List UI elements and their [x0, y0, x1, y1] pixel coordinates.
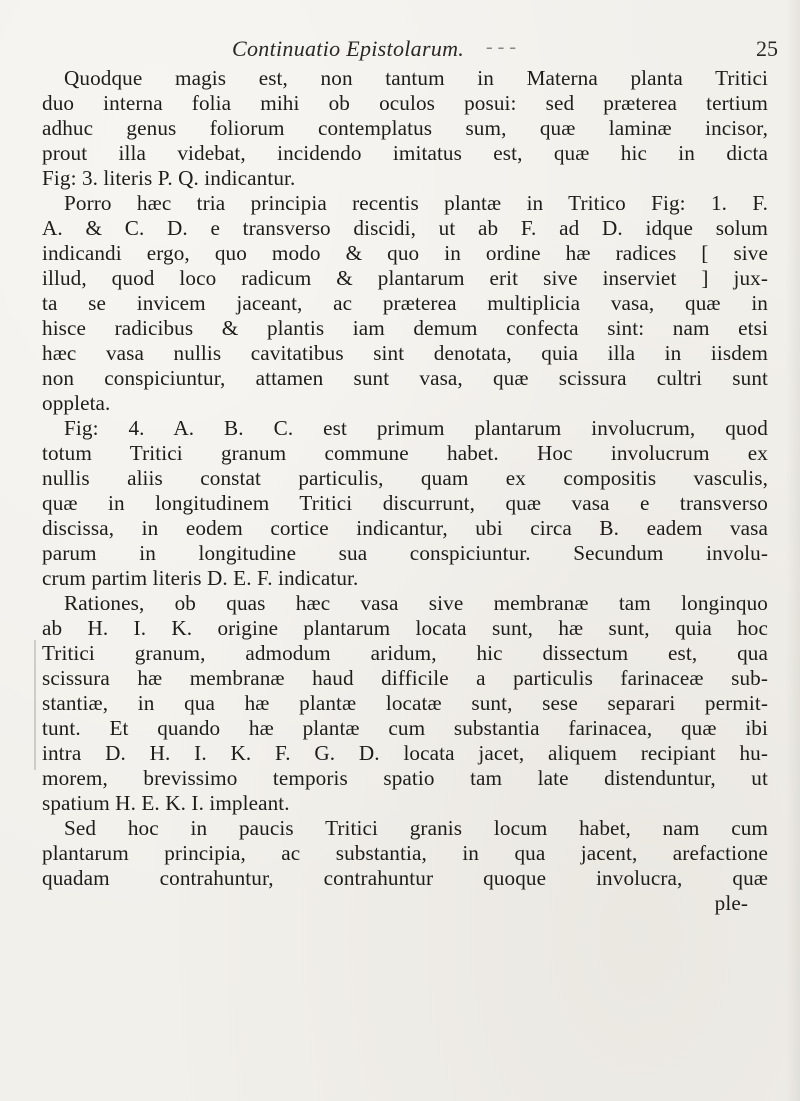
body-text	[42, 66, 768, 916]
page-edge-shadow	[786, 0, 800, 1101]
text-line: Fig: 3. literis P. Q. indicantur.	[42, 166, 296, 190]
text-line: Tritici granum, admodum aridum, hic dissectum est, qua	[42, 641, 768, 665]
text-line: parum in longitudine sua conspiciuntur. Secundum involu-	[42, 541, 768, 565]
text-line: quadam contrahuntur, contrahuntur quoque involucra, quӕ	[42, 866, 768, 890]
text-line: morem, brevissimo temporis spatio tam late distenduntur, ut	[42, 766, 768, 790]
text-line: quӕ in longitudinem Tritici discurrunt, quӕ vasa e transverso	[42, 491, 768, 515]
text-line: totum Tritici granum commune habet. Hoc involucrum ex	[42, 441, 768, 465]
text-line: oppleta.	[42, 391, 111, 415]
text-line: Sed hoc in paucis Tritici granis locum habet, nam cum	[64, 816, 768, 840]
text-line: Fig: 4. A. B. C. est primum plantarum involucrum, quod	[64, 416, 768, 440]
text-line: ple-	[714, 891, 748, 915]
text-line: adhuc genus foliorum contemplatus sum, quӕ laminӕ incisor,	[42, 116, 768, 140]
text-line: hisce radicibus & plantis iam demum confecta sint: nam etsi	[42, 316, 768, 340]
text-line: crum partim literis D. E. F. indicatur.	[42, 566, 359, 590]
page-number: 25	[756, 36, 778, 61]
text-line: Quodque magis est, non tantum in Materna planta Tritici	[64, 66, 768, 90]
text-line: A. & C. D. e transverso discidi, ut ab F. ad D. idque solum	[42, 216, 768, 240]
text-line: ab H. I. K. origine plantarum locata sunt, hӕ sunt, quia hoc	[42, 616, 768, 640]
text-line: Rationes, ob quas hӕc vasa sive membranӕ tam longinquo	[64, 591, 768, 615]
text-line: scissura hӕ membranӕ haud difficile a particulis farinaceӕ sub-	[42, 666, 768, 690]
page-header	[0, 34, 800, 66]
text-line: discissa, in eodem cortice indicantur, ubi circa B. eadem vasa	[42, 516, 768, 540]
text-line: indicandi ergo, quo modo & quo in ordine hӕ radices [ sive	[42, 241, 768, 265]
text-line: stantiӕ, in qua hӕ plantӕ locatӕ sunt, sese separari permit-	[42, 691, 768, 715]
text-line: ta se invicem jaceant, ac prӕterea multiplicia vasa, quӕ in	[42, 291, 768, 315]
text-line: non conspiciuntur, attamen sunt vasa, quӕ scissura cultri sunt	[42, 366, 768, 390]
margin-mark	[34, 640, 36, 770]
text-line: plantarum principia, ac substantia, in qua jacent, arefactione	[42, 841, 768, 865]
text-line: duo interna folia mihi ob oculos posui: sed prӕterea tertium	[42, 91, 768, 115]
text-line: tunt. Et quando hӕ plantӕ cum substantia farinacea, quӕ ibi	[42, 716, 768, 740]
text-line: nullis aliis constat particulis, quam ex compositis vasculis,	[42, 466, 768, 490]
header-dashes: - - -	[486, 36, 516, 58]
text-line: illud, quod loco radicum & plantarum erit sive inserviet ] jux-	[42, 266, 768, 290]
text-line: hӕc vasa nullis cavitatibus sint denotata, quia illa in iisdem	[42, 341, 768, 365]
text-line: intra D. H. I. K. F. G. D. locata jacet, aliquem recipiant hu-	[42, 741, 768, 765]
text-line: prout illa videbat, incidendo imitatus est, quӕ hic in dicta	[42, 141, 768, 165]
text-line: Porro hӕc tria principia recentis plantӕ in Tritico Fig: 1. F.	[64, 191, 768, 215]
text-line: spatium H. E. K. I. impleant.	[42, 791, 290, 815]
running-title: Continuatio Epistolarum.	[232, 36, 465, 61]
